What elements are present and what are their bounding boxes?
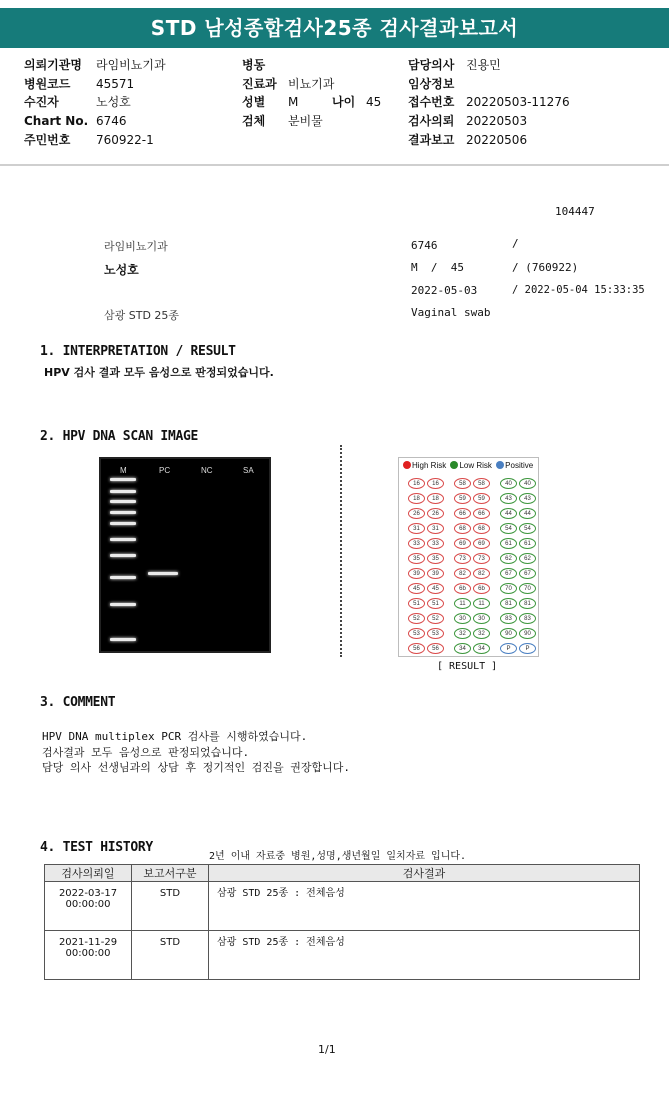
hpv-type-oval: 90 xyxy=(519,628,536,639)
marker-band xyxy=(110,478,136,481)
history-type: STD xyxy=(132,882,209,931)
hpv-type-oval: 6b xyxy=(473,583,490,594)
gel-lane-label: M xyxy=(120,466,127,475)
info-specimen: Vaginal swab xyxy=(411,306,491,319)
info-sex-age: M / 45 xyxy=(411,261,464,274)
history-time: 00:00:00 xyxy=(65,899,111,910)
hpv-type-oval: 30 xyxy=(473,613,490,624)
hpv-type-oval: 35 xyxy=(427,553,444,564)
hpv-type-oval: 53 xyxy=(427,628,444,639)
marker-band xyxy=(110,538,136,541)
field-label: 임상정보 xyxy=(408,76,455,91)
hpv-type-oval: 53 xyxy=(408,628,425,639)
history-date: 2021-11-29 xyxy=(58,937,118,948)
hpv-type-oval: 30 xyxy=(454,613,471,624)
hpv-type-oval: 31 xyxy=(427,523,444,534)
field-value: 20220503 xyxy=(466,114,528,129)
hpv-type-oval: 52 xyxy=(427,613,444,624)
marker-band xyxy=(110,511,136,514)
hpv-type-oval: 54 xyxy=(519,523,536,534)
hpv-type-oval: 61 xyxy=(519,538,536,549)
history-header: 검사의뢰일 xyxy=(45,865,132,882)
positive-dot-icon xyxy=(496,461,504,469)
hpv-type-oval: 73 xyxy=(473,553,490,564)
history-date-cell xyxy=(45,882,132,931)
history-result: 삼광 STD 25종 : 전체음성 xyxy=(209,882,640,931)
header-divider xyxy=(0,164,669,166)
hpv-type-oval: 52 xyxy=(408,613,425,624)
hpv-type-oval: 56 xyxy=(408,643,425,654)
hpv-type-oval: 83 xyxy=(500,613,517,624)
hpv-type-oval: 43 xyxy=(519,493,536,504)
patient-info-col3 xyxy=(408,56,570,149)
hpv-type-oval: 34 xyxy=(473,643,490,654)
hpv-type-oval: 56 xyxy=(427,643,444,654)
hpv-type-oval: 44 xyxy=(519,508,536,519)
hpv-type-oval: 59 xyxy=(454,493,471,504)
field-label: 담당의사 xyxy=(408,58,455,72)
field-label: 결과보고 xyxy=(408,132,455,147)
field-value: 진용민 xyxy=(466,58,501,72)
history-type: STD xyxy=(132,931,209,980)
hpv-type-oval: 39 xyxy=(408,568,425,579)
field-label: 의뢰기관명 xyxy=(24,58,82,72)
page-number: 1/1 xyxy=(318,1043,336,1056)
hpv-type-oval: 11 xyxy=(454,598,471,609)
marker-band xyxy=(110,554,136,557)
info-test-name: 삼광 STD 25종 xyxy=(104,309,180,322)
hpv-type-oval: 51 xyxy=(408,598,425,609)
hpv-type-oval: 43 xyxy=(500,493,517,504)
hpv-type-oval: 51 xyxy=(427,598,444,609)
age-value: 45 xyxy=(366,95,382,110)
hpv-type-oval: 26 xyxy=(427,508,444,519)
hpv-type-oval: 44 xyxy=(500,508,517,519)
result-panel xyxy=(398,457,539,657)
report-title: STD 남성종합검사25종 검사결과보고서 xyxy=(0,8,669,48)
high-risk-dot-icon xyxy=(403,461,411,469)
patient-info-col1 xyxy=(24,56,166,149)
hpv-type-oval: 70 xyxy=(519,583,536,594)
hpv-type-oval: 40 xyxy=(500,478,517,489)
hpv-type-oval: 81 xyxy=(519,598,536,609)
patient-info-col2 xyxy=(242,56,381,131)
hpv-type-oval: 62 xyxy=(519,553,536,564)
hpv-type-oval: 18 xyxy=(408,493,425,504)
field-value: 노성호 xyxy=(96,95,131,110)
comment-line: 담당 의사 선생님과의 상담 후 정기적인 검진을 권장합니다. xyxy=(42,761,351,774)
field-label: Chart No. xyxy=(24,114,89,129)
history-header: 보고서구분 xyxy=(132,865,209,882)
history-time: 00:00:00 xyxy=(65,948,111,959)
hpv-type-oval: P xyxy=(500,643,517,654)
result-legend xyxy=(403,461,533,470)
comment-block xyxy=(42,729,350,776)
hpv-type-oval: 32 xyxy=(454,628,471,639)
hpv-type-oval: 67 xyxy=(519,568,536,579)
report-number: 104447 xyxy=(555,205,595,218)
hpv-type-oval: 82 xyxy=(454,568,471,579)
legend-label: Positive xyxy=(505,461,534,470)
hpv-type-oval: 6b xyxy=(454,583,471,594)
gel-lane-label: SA xyxy=(243,466,254,475)
hpv-type-oval: 58 xyxy=(473,478,490,489)
age-label: 나이 xyxy=(332,95,356,110)
hpv-type-oval: 62 xyxy=(500,553,517,564)
info-date-received: 2022-05-03 xyxy=(411,284,478,297)
hpv-type-oval: 33 xyxy=(427,538,444,549)
section-1-title: 1. INTERPRETATION / RESULT xyxy=(40,344,236,359)
info-birth: / (760922) xyxy=(512,261,579,274)
hpv-type-oval: 16 xyxy=(427,478,444,489)
legend-label: High Risk xyxy=(412,461,447,470)
comment-line: HPV DNA multiplex PCR 검사를 시행하였습니다. xyxy=(42,730,308,743)
info-slash: / xyxy=(512,237,519,250)
info-date-report: / 2022-05-04 15:33:35 xyxy=(512,284,645,296)
field-value: 45571 xyxy=(96,76,135,91)
hpv-type-oval: 34 xyxy=(454,643,471,654)
table-row xyxy=(45,882,640,931)
section-3-title: 3. COMMENT xyxy=(40,695,116,710)
hpv-type-oval: 66 xyxy=(454,508,471,519)
marker-band xyxy=(110,522,136,525)
gel-lane-label: NC xyxy=(201,466,213,475)
divider-dotted xyxy=(340,445,342,657)
field-value: 20220503-11276 xyxy=(466,95,570,110)
marker-band xyxy=(110,576,136,579)
hpv-type-oval: 90 xyxy=(500,628,517,639)
hpv-type-oval: 35 xyxy=(408,553,425,564)
hpv-type-oval: 58 xyxy=(454,478,471,489)
hpv-type-oval: 31 xyxy=(408,523,425,534)
hpv-type-oval: 81 xyxy=(500,598,517,609)
hpv-type-oval: 83 xyxy=(519,613,536,624)
table-row xyxy=(45,931,640,980)
hpv-type-oval: 33 xyxy=(408,538,425,549)
field-value: 760922-1 xyxy=(96,132,154,147)
hpv-type-oval: P xyxy=(519,643,536,654)
history-date: 2022-03-17 xyxy=(58,888,118,899)
field-label: 진료과 xyxy=(242,76,277,91)
info-name: 노성호 xyxy=(104,263,139,277)
field-value: 20220506 xyxy=(466,132,528,147)
hpv-type-oval: 69 xyxy=(454,538,471,549)
hpv-type-oval: 59 xyxy=(473,493,490,504)
history-header: 검사결과 xyxy=(209,865,640,882)
legend-label: Low Risk xyxy=(459,461,492,470)
hpv-type-oval: 32 xyxy=(473,628,490,639)
marker-band xyxy=(110,638,136,641)
field-value: 비뇨기과 xyxy=(288,76,335,91)
hpv-type-oval: 70 xyxy=(500,583,517,594)
hpv-type-oval: 66 xyxy=(473,508,490,519)
marker-band xyxy=(110,603,136,606)
info-clinic: 라임비뇨기과 xyxy=(104,240,168,253)
hpv-type-oval: 54 xyxy=(500,523,517,534)
hpv-type-oval: 39 xyxy=(427,568,444,579)
history-result: 삼광 STD 25종 : 전체음성 xyxy=(209,931,640,980)
field-value: 분비물 xyxy=(288,114,323,129)
hpv-type-oval: 45 xyxy=(427,583,444,594)
hpv-type-oval: 61 xyxy=(500,538,517,549)
comment-line: 검사결과 모두 음성으로 판정되었습니다. xyxy=(42,745,250,759)
info-chart: 6746 xyxy=(411,239,438,252)
field-value: 6746 xyxy=(96,114,127,129)
marker-band xyxy=(110,490,136,493)
hpv-type-oval: 45 xyxy=(408,583,425,594)
hpv-type-oval: 82 xyxy=(473,568,490,579)
marker-band xyxy=(110,500,136,503)
field-label: 검체 xyxy=(242,114,266,129)
section-4-title: 4. TEST HISTORY xyxy=(40,840,153,855)
field-label: 병동 xyxy=(242,58,266,72)
gel-image xyxy=(99,457,271,653)
low-risk-dot-icon xyxy=(450,461,458,469)
hpv-type-oval: 18 xyxy=(427,493,444,504)
hpv-type-oval: 16 xyxy=(408,478,425,489)
hpv-type-oval: 26 xyxy=(408,508,425,519)
pc-band xyxy=(148,572,178,575)
field-label: 병원코드 xyxy=(24,76,71,91)
history-header-row xyxy=(45,865,640,882)
field-value: 라임비뇨기과 xyxy=(96,58,166,72)
field-label: 성별 xyxy=(242,95,266,110)
field-label: 주민번호 xyxy=(24,132,71,147)
field-label: 접수번호 xyxy=(408,95,455,110)
result-caption: [ RESULT ] xyxy=(437,661,498,672)
section-1-text: HPV 검사 결과 모두 음성으로 판정되었습니다. xyxy=(44,366,274,379)
history-date-cell xyxy=(45,931,132,980)
hpv-type-oval: 11 xyxy=(473,598,490,609)
section-2-title: 2. HPV DNA SCAN IMAGE xyxy=(40,429,199,444)
hpv-type-oval: 73 xyxy=(454,553,471,564)
gel-lane-label: PC xyxy=(159,466,171,475)
hpv-type-oval: 68 xyxy=(473,523,490,534)
field-label: 수진자 xyxy=(24,95,59,110)
hpv-type-oval: 68 xyxy=(454,523,471,534)
field-value: M xyxy=(288,95,299,110)
field-label: 검사의뢰 xyxy=(408,114,455,129)
history-note: 2년 이내 자료중 병원,성명,생년월일 일치자료 입니다. xyxy=(209,851,467,862)
hpv-type-oval: 69 xyxy=(473,538,490,549)
hpv-type-oval: 67 xyxy=(500,568,517,579)
history-table xyxy=(44,864,640,980)
hpv-type-oval: 40 xyxy=(519,478,536,489)
